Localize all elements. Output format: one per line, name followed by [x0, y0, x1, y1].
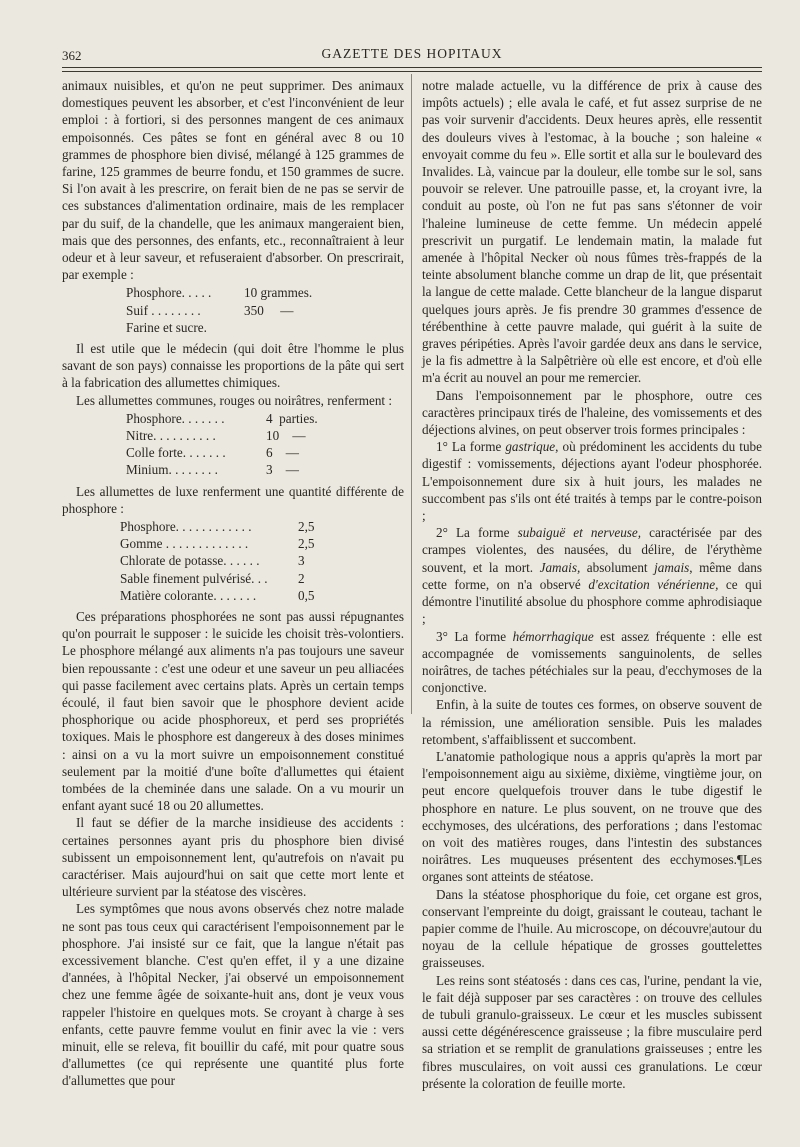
paragraph-form-gastric [422, 438, 762, 524]
italic-term: d'excitation vénérienne, [588, 576, 719, 592]
recipe-table [62, 284, 404, 336]
recipe-row [62, 461, 404, 478]
italic-term: subaiguë et nerveuse, [517, 525, 642, 541]
ingredient-quantity: 3 — [265, 462, 299, 478]
left-column [62, 77, 404, 1090]
text-run: 2° La forme [436, 525, 518, 541]
paragraph: Les reins sont stéatosés : dans ces cas, l'urine, pendant la vie, le fait déjà supposer par ses caractères : on trouve des cellules de tubuli granulo-graisseux. Le cœur et les muscles subissent aussi cette dégénérescence graisseuse ; la fibre musculaire perd sa striation et se remplit de granulations graisseuses ; entre les fibres musculaires, on voit aussi ces granulations. Le cœur présente la coloration de feuille morte. [422, 972, 762, 1091]
ingredient-quantity: 0,5 [298, 587, 315, 603]
ingredient-quantity: 6 — [265, 445, 299, 461]
paragraph-form-nervous [422, 524, 762, 627]
text-run: ce qui démontre l'inutilité absolue du phosphore comme aphrodisiaque ; [422, 576, 762, 627]
text-run: absolument [580, 559, 655, 575]
ingredient-name: Gomme . . . . . . . . . . . . . [120, 536, 249, 552]
ingredient-name: Colle forte. . . . . . . [126, 445, 226, 461]
paragraph: notre malade actuelle, vu la différence de prix à cause des impôts actuels) ; elle avala le café, et fut assez surprise de ne pas voir survenir d'accidents. Deux heures après, elle ressentit des douleurs vives à l'estomac, à la bouche ; son haleine « envoyait comme du feu ». Elle sortit et alla sur le boulevard des Invalides. Là, vaincue par la douleur, elle tombe sur le sol, sans pouvoir se relever. Une patrouille passe, et, la croyant ivre, la conduit au poste, où l'on ne fut pas sans s'étonner de voir l'haleine lumineuse de cette femme. Un médecin appelé prescrivit un purgatif. Le lendemain matin, la malade fut amenée à l'hôpital Necker où nous fûmes très-frappés de la teinte absolument blanche comme un drap de lit, que présentait la langue de cette malade. Cette blancheur de la langue disparut quelques jours après. Je fis prendre 30 grammes d'essence de térébenthine à cette pauvre malade, qui guérit à la suite de graves péripéties. Après l'avoir gardée deux ans dans le service, je la fis admettre à la Salpêtrière où elle est encore, et d'où elle m'a écrit au nouvel an pour me remercier. [422, 78, 762, 386]
recipe-row [62, 570, 404, 587]
ingredient-name: Chlorate de potasse. . . . . . [120, 553, 260, 569]
paragraph: Enfin, à la suite de toutes ces formes, on observe souvent de la rémission, une amélioration sensible. Puis les malades retombent, s'affaiblissent et succombent. [422, 697, 762, 747]
ingredient-quantity: 2 [298, 570, 305, 586]
ingredient-quantity: 2,5 [298, 536, 315, 552]
header-rule-thick [62, 67, 762, 68]
page-header [62, 44, 762, 66]
paragraph: Dans la stéatose phosphorique du foie, cet organe est gros, conservant l'empreinte du doigt, graissant le couteau, tachant le papier comme de l'huile. Au microscope, on découvre¦autour du noyau de la cellule hépatique de grosses gouttelettes graisseuses. [422, 886, 762, 971]
italic-term: hémorrhagique [512, 628, 594, 644]
recipe-row [62, 410, 404, 427]
ingredient-quantity: 2,5 [298, 518, 315, 534]
column-divider [411, 74, 412, 714]
ingredient-name: Suif . . . . . . . . [126, 302, 201, 318]
paragraph: Les symptômes que nous avons observés chez notre malade ne sont pas tous ceux qui caractérisent l'empoisonnement par le phosphore. J'ai insisté sur ce fait, que la langue n'était pas excessivement blanche. C'est qu'en effet, il y a une dizaine d'années, à l'hôpital Necker, j'ai observé un empoisonnement chez une femme âgée de soixante-huit ans, dont je veux vous rappeler l'histoire en quelques mots. Se croyant à charge à ses enfants, cette pauvre femme voulut en finir avec la vie : vers minuit, elle se releva, fit bouillir du café, mit pour quatre sous d'allumettes (ce qui représente une quantité plus forte d'allumettes que pour [62, 901, 404, 1089]
text-run: est assez fréquente : elle est accompagnée de vomissements sanguinolents, de selles noirâtres, de taches pétéchiales sur la peau, d'ecchymoses de la conjonctive. [422, 628, 763, 696]
italic-term: gastrique [505, 439, 556, 455]
ingredient-name: Phosphore. . . . . . . [126, 410, 225, 426]
recipe-row [62, 587, 404, 604]
recipe-row [62, 427, 404, 444]
text-run: caractérisée par des crampes violentes, des nausées, du délire, de l'érythème souvent, et la mort. [422, 525, 763, 575]
text-run: 3° La forme [436, 628, 513, 644]
right-column [422, 77, 762, 1092]
italic-term: Jamais, [539, 559, 581, 575]
ingredient-name: Minium. . . . . . . . [126, 462, 218, 478]
ingredient-name: Matière colorante. . . . . . . [120, 587, 257, 603]
ingredient-quantity: 3 [298, 553, 305, 569]
paragraph: Ces préparations phosphorées ne sont pas aussi répugnantes qu'on pourrait le supposer : le suicide les choisit très-volontiers. Le phosphore mélangé aux aliments n'a pas toujours une saveur bien repoussante : c'est une odeur et une saveur un peu alliacées qui passe facilement avec certains plats. Après un certain temps écoulé, il faut bien savoir que le phosphore devient acide phosphorique ou acide phosphoreux, et perd ses propriétés toxiques. Mais le phosphore est dangereux à des doses minimes : ainsi on a vu la mort suivre un empoisonnement constitué seulement par la moitié d'une boîte d'allumettes qui étaient tombées de la cheminée dans une salade. On a vu mourir un enfant ayant sucé 18 ou 20 allumettes. [62, 608, 404, 814]
text-run: , où prédominent les accidents du tube digestif : vomissements, déjections ayant l'odeur phosphorée. L'empoisonnement dure six à huit jours, les malades ne succombent pas s'ils ont été traités à temps par le contre-poison ; [422, 439, 762, 524]
paragraph: Dans l'empoisonnement par le phosphore, outre ces caractères principaux tirés de l'haleine, des vomissements et des déjections alvines, on peut observer trois formes principales : [422, 387, 762, 438]
ingredient-name: Phosphore. . . . . . . . . . . . [120, 518, 252, 534]
ingredient-name: Phosphore. . . . . [126, 285, 212, 301]
recipe-row [62, 518, 404, 535]
page-number: 362 [62, 48, 82, 63]
ingredient-quantity: 10 grammes. [244, 285, 313, 301]
recipe-row: Farine et sucre. [126, 319, 207, 335]
recipe-table [62, 410, 404, 479]
paragraph: Il est utile que le médecin (qui doit être l'homme le plus savant de son pays) connaisse les proportions de la pâte qui sert à la fabrication des allumettes chimiques. [62, 341, 404, 391]
recipe-row [62, 535, 404, 552]
paragraph: Il faut se défier de la marche insidieuse des accidents : certaines personnes ayant pris du phosphore bien divisé subissent un empoisonnement lent, qu'autrefois on n'avait pu caractériser. Mais aujourd'hui on sait que cette mort lente et ultérieure survient par la stéatose des viscères. [62, 815, 404, 900]
paragraph: Les allumettes communes, rouges ou noirâtres, renferment : [76, 392, 393, 408]
recipe-row [62, 552, 404, 569]
paragraph: animaux nuisibles, et qu'on ne peut supprimer. Des animaux domestiques peuvent les absorber, et c'est l'inconvénient de leur emploi : à fortiori, si des personnes mangent de ces animaux empoisonnés. Ces pâtes se font en général avec 8 ou 10 grammes de phosphore bien divisé, mélangé à 125 grammes de farine, 125 grammes de beurre fondu, et 150 grammes de sucre. Si l'on avait à les prescrire, on ferait bien de ne pas se servir de ces substances d'alimentation ordinaire, mais de les remplacer par du suif, de la chandelle, que les animaux mangeraient bien, mais que des personnes, des enfants, etc., reconnaîtraient à leur odeur et à leur saveur, et refuseraient d'absorber. On prescrirait, par exemple : [62, 78, 404, 283]
paragraph: L'anatomie pathologique nous a appris qu'après la mort par l'empoisonnement aigu au sixième, dixième, vingtième jour, on peut encore quelquefois trouver dans le tube digestif le phosphore en nature. Le plus souvent, on ne trouve que des ecchymoses, des ulcérations, des perforations ; dans l'estomac on voit des matières rouges, dans l'intestin des substances noirâtres. Les muqueuses présentent des ecchymoses.¶Les organes sont atteints de stéatose. [422, 748, 762, 885]
recipe-table [62, 518, 404, 604]
text-run: , même dans cette forme, on n'a observé [422, 559, 762, 592]
ingredient-name: Sable finement pulvérisé. . . [120, 570, 268, 586]
italic-term: jamais [654, 559, 690, 575]
recipe-row [62, 444, 404, 461]
ingredient-quantity: 350 — [244, 302, 294, 318]
recipe-row [62, 302, 404, 319]
paragraph: Les allumettes de luxe renferment une quantité différente de phosphore : [62, 483, 404, 516]
ingredient-name: Nitre. . . . . . . . . . [126, 428, 216, 443]
recipe-row [62, 284, 404, 301]
paragraph-form-hemorrhagic [422, 628, 762, 697]
running-title: GAZETTE DES HOPITAUX [321, 46, 503, 61]
ingredient-quantity: 4 parties. [265, 410, 318, 426]
ingredient-quantity: 10 — [265, 428, 306, 443]
header-rule-thin [62, 71, 762, 72]
text-run: 1° La forme [436, 439, 506, 455]
